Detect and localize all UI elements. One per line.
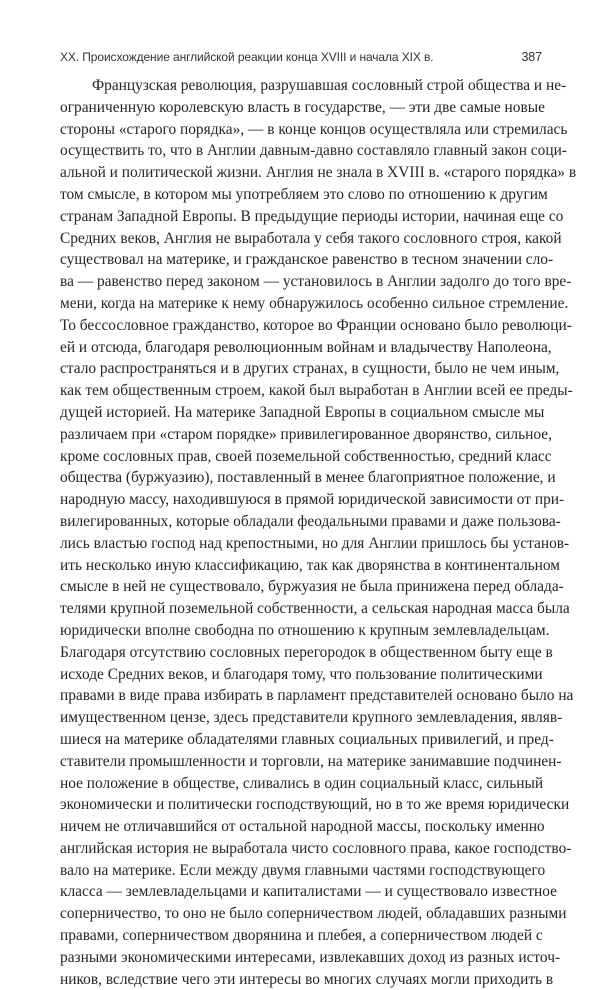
text-line: То бессословное гражданство, которое во Франции основано было революци- bbox=[60, 316, 572, 334]
text-line: класса — землевладельцами и капиталистами — и существовало известное bbox=[60, 883, 557, 901]
text-line: английская история не выработала чисто сословного права, какое господство- bbox=[60, 839, 572, 857]
text-line: стало распространяться и в других странах, в сущности, было не чем иным, bbox=[60, 360, 560, 378]
text-line: экономически и политически господствующий, но в то же время юридически bbox=[60, 796, 570, 814]
text-line: шиеся на материке обладателями главных социальных привилегий, и пред- bbox=[60, 730, 554, 748]
text-line: различаем при «старом порядке» привилегированное дворянство, сильное, bbox=[60, 425, 552, 443]
text-line: ничем не отличавшийся от остальной народной массы, поскольку именно bbox=[60, 818, 545, 836]
text-line: телями крупной поземельной собственности, а сельская народная масса была bbox=[60, 600, 570, 618]
text-line: ников, вследствие чего эти интересы во многих случаях могли приходить в bbox=[60, 970, 554, 988]
text-line: ограниченную королевскую власть в государстве, — эти две самые новые bbox=[60, 98, 545, 116]
text-line: юридически вполне свободна по отношению к крупным землевладельцам. bbox=[60, 621, 550, 639]
text-line: вало на материке. Если между двумя главными частями господствующего bbox=[60, 861, 546, 879]
text-line: ей и отсюда, благодаря революционным войнам и владычеству Наполеона, bbox=[60, 338, 552, 356]
page-number: 387 bbox=[521, 50, 542, 64]
text-line: правами в виде права избирать в парламент представителей основано было на bbox=[60, 687, 574, 705]
text-line: дущей историей. На материке Западной Европы в социальном смысле мы bbox=[60, 403, 545, 421]
text-line: народную массу, находившуюся в прямой юридической зависимости от при- bbox=[60, 491, 565, 509]
text-line: разными экономическими интересами, извлекавших доход из разных источ- bbox=[60, 948, 561, 966]
text-line: как тем общественным строем, какой был выработан в Англии всей ее преды- bbox=[60, 382, 573, 400]
text-line: мени, когда на материке к нему обнаружилось особенно сильное стремление. bbox=[60, 294, 569, 312]
text-line: ное положение в обществе, сливались в один социальный класс, сильный bbox=[60, 774, 544, 792]
text-line: Средних веков, Англия не выработала у себя такого сословного строя, какой bbox=[60, 229, 562, 247]
text-line: смысле в ней не существовало, буржуазия не была принижена перед облада- bbox=[60, 578, 564, 596]
running-head bbox=[60, 50, 542, 66]
text-line: лись властью господ над крепостными, но для Англии пришлось бы установ- bbox=[60, 534, 570, 552]
text-line: ставители промышленности и торговли, на материке занимавшие подчинен- bbox=[60, 752, 562, 770]
text-line: ва — равенство перед законом — установилось в Англии задолго до того вре- bbox=[60, 273, 572, 291]
text-line: том смысле, в котором мы употребляем это слово по отношению к другим bbox=[60, 185, 548, 203]
text-line: Французская революция, разрушавшая сословный строй общества и не- bbox=[92, 77, 567, 94]
text-line: вилегированных, которые обладали феодальными правами и даже пользова- bbox=[60, 512, 561, 530]
text-line: Благодаря отсутствию сословных перегородок в общественном быту еще в bbox=[60, 643, 553, 661]
text-line: исходе Средних веков, и благодаря тому, что пользование политическими bbox=[60, 665, 543, 683]
text-line: осуществить то, что в Англии давным-давно составляло главный закон соци- bbox=[60, 142, 567, 160]
body-paragraph bbox=[60, 75, 577, 990]
text-line: странам Западной Европы. В предыдущие периоды истории, начиная еще со bbox=[60, 207, 564, 225]
running-title: XX. Происхождение английской реакции конца XVIII и начала XIX в. bbox=[60, 50, 434, 64]
text-line: стороны «старого порядка», — в конце концов осуществляла или стремилась bbox=[60, 120, 568, 138]
text-line: альной и политической жизни. Англия не знала в XVIII в. «старого порядка» в bbox=[60, 164, 577, 182]
text-line: ить несколько иную классификацию, так как дворянства в континентальном bbox=[60, 556, 561, 574]
text-line: общества (буржуазию), поставленный в менее благоприятное положение, и bbox=[60, 469, 556, 487]
text-line: существовал на материке, и гражданское равенство в тесном значении сло- bbox=[60, 251, 554, 269]
text-line: имущественном цензе, здесь представители крупного землевладения, являв- bbox=[60, 709, 563, 727]
text-line: соперничество, то оно не было соперничеством людей, обладавших разными bbox=[60, 905, 567, 923]
text-line: правами, соперничеством дворянина и плебея, а соперничеством людей с bbox=[60, 927, 543, 945]
text-line: кроме сословных прав, своей поземельной собственностью, средний класс bbox=[60, 447, 552, 465]
